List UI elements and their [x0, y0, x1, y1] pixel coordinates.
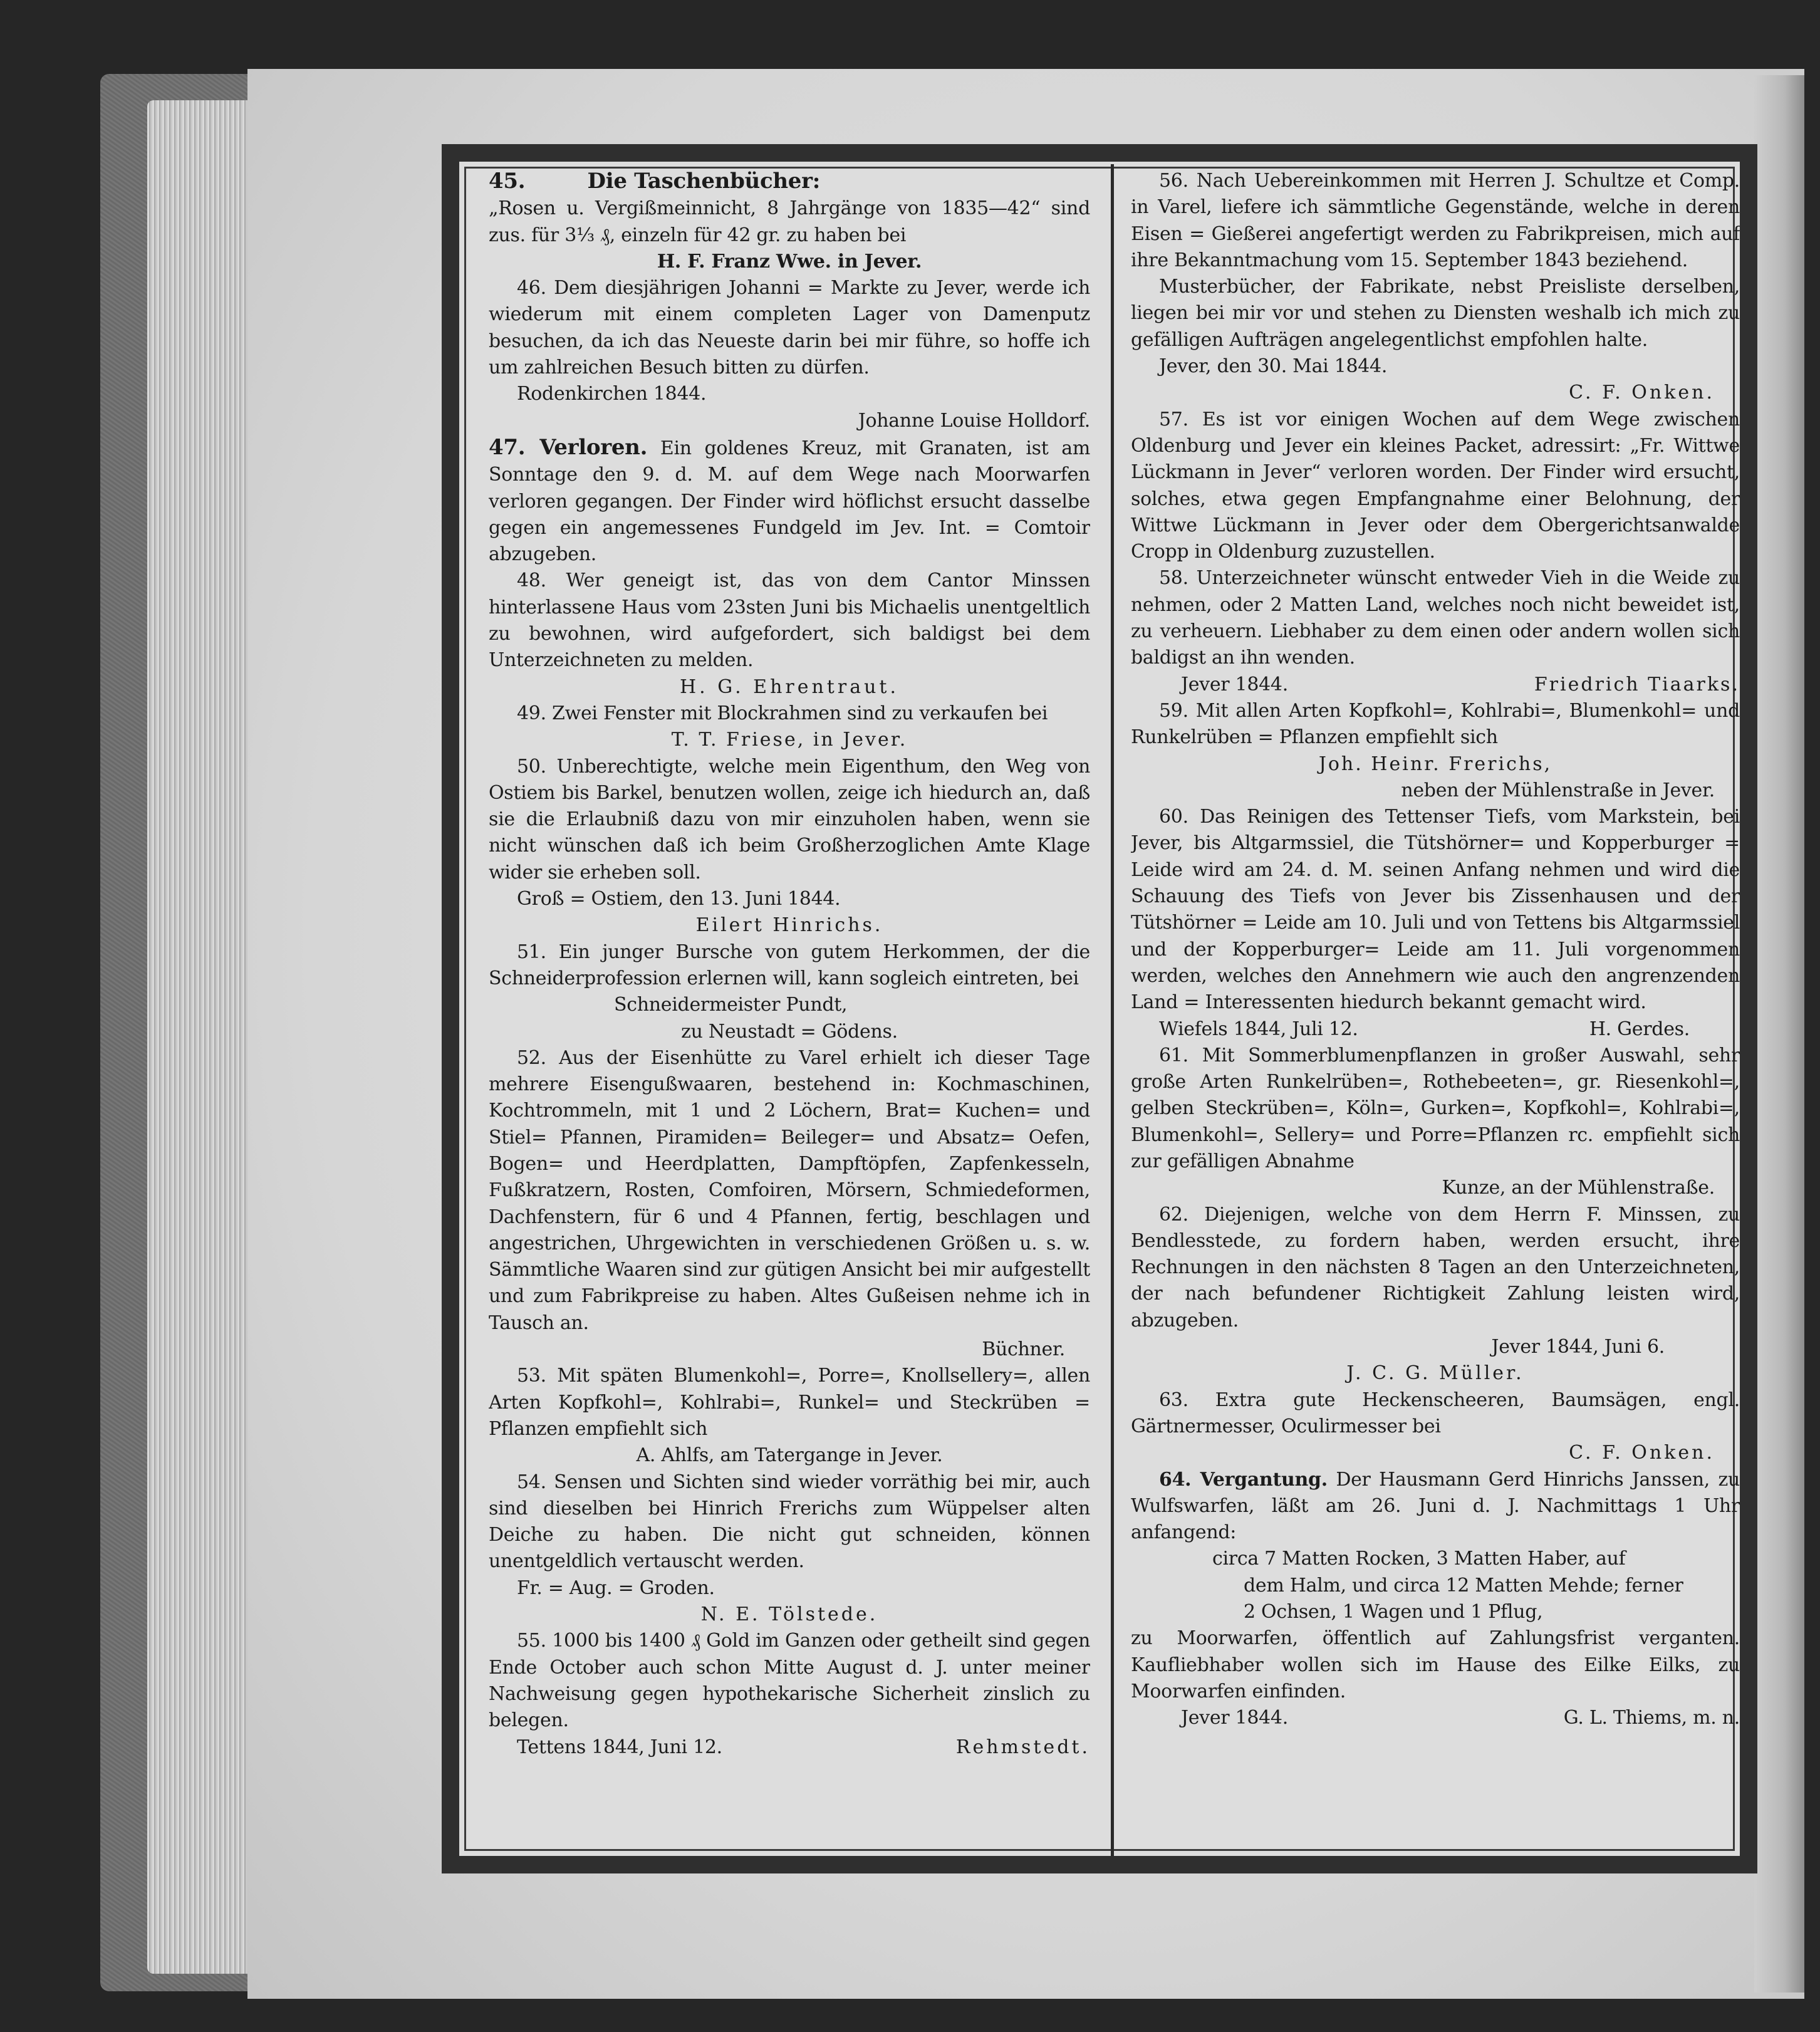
notice-59-location: neben der Mühlenstraße in Jever. — [1401, 779, 1715, 801]
notice-51 — [489, 939, 1090, 1045]
notice-58-place: Jever 1844. — [1181, 673, 1288, 696]
notice-64-heading: 64. Vergantung. — [1159, 1468, 1328, 1491]
notice-53-signature: A. Ahlfs, am Tatergange in Jever. — [636, 1444, 943, 1467]
notice-46-signature: Johanne Louise Holldorf. — [858, 409, 1090, 432]
notice-54-place: Fr. = Aug. = Groden. — [517, 1576, 715, 1599]
notice-52-body: 52. Aus der Eisenhütte zu Varel erhielt ich dieser Tage mehrere Eisengußwaaren, bestehend in: Kochmaschinen, Kochtrommeln, mit 1 und 2 Löchern, Brat= Kuchen= und Stiel= Pfannen, Piramiden= Beileger= und Absatz= Oefen, Bogen= und Heerdplatten, Dampftöpfen, Zapfenkesseln, Fußkratzern, Rosten, Comfoiren, Mörsern, Schmiedeformen, Dachfenstern, für 6 und 4 Pfannen, fertig, beschlagen und angestrichen, Uhrgewichten in verschiedenen Größen u. s. w. Sämmtliche Waaren sind zur gütigen Ansicht bei mir aufgestellt und zum Fabrikpreise zu haben. Altes Gußeisen nehme ich in Tausch an. — [489, 1046, 1090, 1334]
notice-48 — [489, 568, 1090, 700]
notice-64-signature: G. L. Thiems, m. n. — [1563, 1707, 1740, 1729]
notice-45-body: „Rosen u. Vergißmeinnicht, 8 Jahrgänge von 1835—42“ sind zus. für 3⅓ ₰, einzeln für 42 gr. zu haben bei — [489, 197, 1090, 246]
notice-51-body: 51. Ein junger Bursche von gutem Herkommen, der die Schneiderprofession erlernen will, kann sogleich eintreten, bei — [489, 940, 1090, 989]
notice-64-body: Der Hausmann Gerd Hinrichs Janssen, zu Wulfswarfen, läßt am 26. Juni d. J. Nachmittags 1 Uhr anfangend: — [1131, 1468, 1740, 1544]
right-column — [1131, 168, 1740, 1853]
notice-56-place: Jever, den 30. Mai 1844. — [1159, 355, 1388, 378]
notice-64-item-1: circa 7 Matten Rocken, 3 Matten Haber, auf — [1212, 1548, 1626, 1570]
notice-55-place: Tettens 1844, Juni 12. — [517, 1736, 722, 1758]
notice-55-signature: Rehmstedt. — [955, 1736, 1090, 1758]
notice-59-signature: Joh. Heinr. Frerichs, — [1318, 753, 1552, 775]
notice-45-firm: H. F. Franz Wwe. in Jever. — [657, 250, 922, 273]
notice-61-signature: Kunze, an der Mühlenstraße. — [1442, 1177, 1715, 1199]
notice-63 — [1131, 1387, 1740, 1467]
notice-50-body: 50. Unberechtigte, welche mein Eigenthum, den Weg von Ostiem bis Barkel, benutzen wollen, zeige ich hiedurch an, daß sie die Erlaubniß dazu von mir einzuholen haben, wenn sie nicht wünschen daß ich beim Großherzoglichen Amte Klage wider sie erheben soll. — [489, 755, 1090, 883]
notice-64-place: Jever 1844. — [1181, 1707, 1288, 1729]
notice-61-body: 61. Mit Sommerblumenpflanzen in großer Auswahl, sehr große Arten Runkelrüben=, Rothebeeten=, gr. Riesenkohl=, gelben Steckrüben=, Köln=, Gurken=, Kopfkohl=, Kohlrabi=, Blumenkohl=, Sellery= und Porre=Pflanzen rc. empfiehlt sich zur gefälligen Abnahme — [1131, 1044, 1740, 1172]
notice-58-body: 58. Unterzeichneter wünscht entweder Vieh in die Weide zu nehmen, oder 2 Matten Land, welches noch nicht beweidet ist, zu verheuern. Liebhaber zu dem einen oder andern wollen sich baldigst an ihn wenden. — [1131, 567, 1740, 669]
page-right-edge — [1754, 75, 1804, 1993]
notice-53 — [489, 1363, 1090, 1469]
notice-63-body: 63. Extra gute Heckenscheeren, Baumsägen, engl. Gärtnermesser, Oculirmesser bei — [1131, 1389, 1740, 1437]
notice-64-item-1-cont: dem Halm, und circa 12 Matten Mehde; ferner — [1244, 1574, 1683, 1597]
notice-51-signature: Schneidermeister Pundt, — [614, 994, 848, 1016]
left-column — [489, 168, 1090, 1853]
notice-64-item-2: 2 Ochsen, 1 Wagen und 1 Pflug, — [1244, 1601, 1543, 1623]
notice-47 — [489, 434, 1090, 568]
notice-62-signature: J. C. G. Müller. — [1346, 1362, 1524, 1385]
notice-59 — [1131, 698, 1740, 804]
notice-50-place: Groß = Ostiem, den 13. Juni 1844. — [517, 888, 841, 910]
notice-55 — [489, 1628, 1090, 1760]
page-stack-edges — [147, 100, 247, 1974]
notice-60-place: Wiefels 1844, Juli 12. — [1159, 1018, 1358, 1040]
notice-45-title: Die Taschenbücher: — [587, 169, 820, 194]
notice-48-body: 48. Wer geneigt ist, das von dem Cantor Minssen hinterlassene Haus vom 23sten Juni bis Michaelis unentgeltlich zu bewohnen, wird aufgefordert, sich baldigst bei dem Unterzeichneten zu melden. — [489, 570, 1090, 672]
notice-60-body: 60. Das Reinigen des Tettenser Tiefs, vom Markstein, bei Jever, bis Altgarmssiel, die Tütshörner= und Kopperburger = Leide wird am 24. d. M. seinen Anfang nehmen und wird die Schauung des Tiefs von Jever bis Zissenhausen und der Tütshörner = Leide am 10. Juli und von Tettens bis Altgarmssiel und der Kopperburger= Leide am 11. Juli vorgenommen werden, welches den Annehmern wie auch den angrenzenden Land = Interessenten hiedurch bekannt gemacht wird. — [1131, 806, 1740, 1014]
notice-60 — [1131, 804, 1740, 1043]
notice-53-body: 53. Mit späten Blumenkohl=, Porre=, Knollsellery=, allen Arten Kopfkohl=, Kohlrabi=, Runkel= und Steckrüben = Pflanzen empfiehlt sich — [489, 1365, 1090, 1440]
notice-56-body-2: Musterbücher, der Fabrikate, nebst Preisliste derselben, liegen bei mir vor und stehen zu Diensten weshalb ich mich zu gefälligen Aufträgen angelegentlichst empfohlen halte. — [1131, 276, 1740, 351]
notice-50-signature: Eilert Hinrichs. — [695, 914, 883, 937]
notice-61 — [1131, 1043, 1740, 1202]
notice-47-body: Ein goldenes Kreuz, mit Granaten, ist am Sonntage den 9. d. M. auf dem Wege nach Moorwarfen verloren gegangen. Der Finder wird höflichst ersucht dasselbe gegen ein angemessenes Fundgeld im Jev. Int. = Comtoir abzugeben. — [489, 437, 1090, 566]
notice-56-signature: C. F. Onken. — [1569, 382, 1715, 404]
notice-49-signature: T. T. Friese, in Jever. — [671, 729, 908, 751]
notice-48-signature: H. G. Ehrentraut. — [679, 675, 900, 698]
notice-56-body: 56. Nach Uebereinkommen mit Herren J. Schultze et Comp. in Varel, liefere ich sämmtliche Gegenstände, welche in deren Eisen = Gießerei angefertigt werden zu Fabrikpreisen, mich auf ihre Bekanntmachung vom 15. September 1843 beziehend. — [1131, 170, 1740, 271]
notice-62-body: 62. Diejenigen, welche von dem Herrn F. Minssen, zu Bendlesstede, zu fordern haben, werden ersucht, ihre Rechnungen in den nächsten 8 Tagen an den Unterzeichneten, der nach befundener Richtigkeit Zahlung leisten wird, abzugeben. — [1131, 1203, 1740, 1331]
notice-46-body: 46. Dem diesjährigen Johanni = Markte zu Jever, werde ich wiederum mit einem completen Lager von Damenputz besuchen, da ich das Neueste darin bei mir führe, so hoffe ich um zahlreichen Besuch bitten zu dürfen. — [489, 277, 1090, 379]
notice-51-location: zu Neustadt = Gödens. — [681, 1020, 898, 1043]
notice-59-body: 59. Mit allen Arten Kopfkohl=, Kohlrabi=, Blumenkohl= und Runkelrüben = Pflanzen empfiehlt sich — [1131, 699, 1740, 749]
notice-57 — [1131, 407, 1740, 566]
notice-62 — [1131, 1202, 1740, 1387]
notice-50 — [489, 754, 1090, 939]
notice-62-place: Jever 1844, Juni 6. — [1491, 1336, 1665, 1358]
notice-55-body: 55. 1000 bis 1400 ₰ Gold im Ganzen oder getheilt sind gegen Ende October auch schon Mitte August d. J. unter meiner Nachweisung gegen hypothekarische Sicherheit zinslich zu belegen. — [489, 1630, 1090, 1732]
notice-58-signature: Friedrich Tiaarks. — [1534, 673, 1740, 696]
notice-49 — [489, 701, 1090, 754]
notice-54 — [489, 1469, 1090, 1628]
notice-46-place: Rodenkirchen 1844. — [517, 383, 707, 405]
notice-58 — [1131, 565, 1740, 697]
notice-45-number: 45. — [489, 169, 526, 194]
notice-64 — [1131, 1467, 1740, 1732]
notice-60-signature: H. Gerdes. — [1589, 1018, 1690, 1040]
notice-46 — [489, 275, 1090, 434]
notice-47-heading: 47. Verloren. — [489, 434, 648, 460]
notice-63-signature: C. F. Onken. — [1569, 1442, 1715, 1464]
column-divider — [1111, 164, 1114, 1856]
notice-56 — [1131, 168, 1740, 407]
notice-64-body-2: zu Moorwarfen, öffentlich auf Zahlungsfrist verganten. Kaufliebhaber wollen sich im Hause des Eilke Eilks, zu Moorwarfen einfinden. — [1131, 1627, 1740, 1702]
notice-52-signature: Büchner. — [982, 1338, 1065, 1361]
notice-54-body: 54. Sensen und Sichten sind wieder vorräthig bei mir, auch sind dieselben bei Hinrich Frerichs zum Wüppelser alten Deiche zu haben. Die nicht gut schneiden, können unentgeldlich vertauscht werden. — [489, 1471, 1090, 1573]
notice-57-body: 57. Es ist vor einigen Wochen auf dem Wege zwischen Oldenburg und Jever ein kleines Packet, adressirt: „Fr. Wittwe Lückmann in Jever“ verloren worden. Der Finder wird ersucht, solches, etwa gegen Empfangnahme einer Belohnung, der Wittwe Lückmann in Jever oder dem Obergerichtsanwalde Cropp in Oldenburg zuzustellen. — [1131, 408, 1740, 563]
notice-49-body: 49. Zwei Fenster mit Blockrahmen sind zu verkaufen bei — [517, 702, 1048, 724]
notice-52 — [489, 1045, 1090, 1363]
notice-54-signature: N. E. Tölstede. — [700, 1603, 878, 1626]
notice-45 — [489, 168, 1090, 275]
